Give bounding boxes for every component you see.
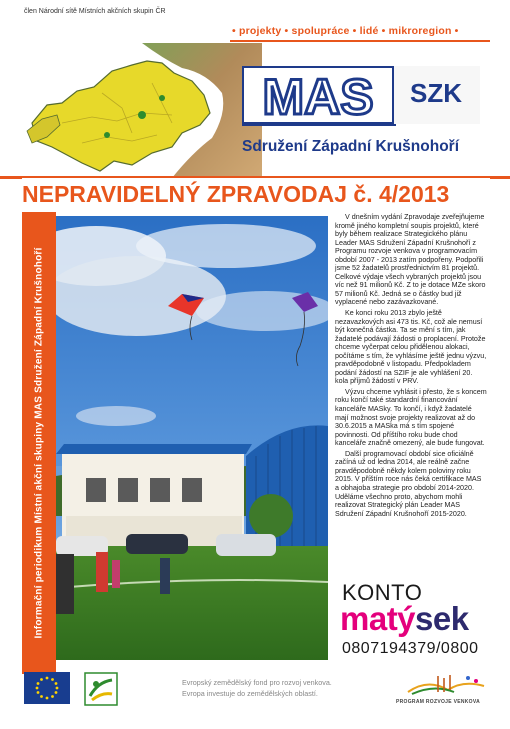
region-map <box>22 43 262 178</box>
editorial-article <box>335 213 487 518</box>
logo-szk-text: SZK <box>410 78 462 108</box>
newsletter-title: NEPRAVIDELNÝ ZPRAVODAJ č. 4/2013 <box>22 178 490 210</box>
footer-europe-text: Evropa investuje do zemědělských oblastí. <box>182 689 318 698</box>
footer-fund-text: Evropský zemědělský fond pro rozvoj venkova. <box>182 678 332 687</box>
cover-photo-graphic <box>56 216 328 660</box>
region-map-graphic <box>22 43 262 178</box>
network-membership-text: člen Národní sítě Místních akčních skupin ČR <box>24 8 166 15</box>
article-paragraph: Ke konci roku 2013 zbylo ještě nezavazkových asi 473 tis. Kč, což ale nemusí být konečná částka. Ta se mění s tím, jak žadatelé podávají žádosti o proplacení. Protože chceme vyčerpat celou přidělenou alokaci, počítáme s tím, že vyhlásíme ještě jednu výzvu, pravděpodobně v listopadu. Předpokladem podání žádostí na SZIF je ale vyhlášení 20. kola příjmů žádostí v PRV. <box>335 309 487 386</box>
side-periodical-label: Informační periodikum Místní akční skupiny MAS Sdružení Západní Krušnohoří <box>33 247 45 639</box>
konto-brand <box>340 600 469 638</box>
prv-program-label: PROGRAM ROZVOJE VENKOVA <box>396 699 481 705</box>
konto-brand-part1: matý <box>340 600 416 637</box>
konto-account-number: 0807194379/0800 <box>342 640 479 657</box>
logo-mas-text: MAS <box>262 69 374 125</box>
mas-szk-logo <box>242 66 480 128</box>
article-paragraph: Další programovací období sice oficiálně začíná už od ledna 2014, ale reálně začne pravděpodobně někdy kolem poloviny roku 2015. V příštím roce nás čeká certifikace MAS a obhajoba strategie pro období 2014-2020. Uděláme všechno proto, abychom mohli realizovat Strategický plán Leader MAS Sdružení Západní Krušnohoří 2015-2020. <box>335 449 482 518</box>
eu-flag-icon <box>24 672 70 704</box>
konto-label: KONTO <box>342 580 423 605</box>
prv-logo-icon <box>398 672 488 696</box>
leader-emblem-icon <box>84 672 118 706</box>
article-paragraph: Výzvu chceme vyhlásit i přesto, že s koncem roku končí také standardní financování kanceláře MASky. To končí, i když žadatelé mají možnost svoje projekty realizovat až do 30.6.2015 a MASka má s tím spojené povinnosti. Od příštího roku bude chod kanceláře značně omezený, ale bude fungovat. <box>335 387 487 448</box>
leader-logo-icon <box>84 672 118 706</box>
prv-wheat-icon <box>398 672 488 696</box>
eu-stars-icon <box>24 672 70 704</box>
tagline-rule <box>230 40 490 42</box>
article-paragraph: V dnešním vydání Zpravodaje zveřejňujeme kromě jiného kompletní soupis projektů, které byly během realizace Strategického plánu Leader MAS Sdružení Západní Krušnohoří z Programu rozvoje venkova v programovacím období 2007 - 2013 zatím podpořeny. Podpořili jsme 52 žadatelů prostřednictvím 81 projektů. Celkové výdaje všech vybraných projektů jsou víc než 91 milionů Kč. Z to je dotace MZe skoro 57 milionů Kč. Jedná se o částky bud již vyplacené nebo zazávazkované. <box>335 213 486 307</box>
cover-photo <box>56 216 328 660</box>
konto-brand-part2: sek <box>415 600 469 637</box>
tagline: • projekty • spolupráce • lidé • mikroregion • <box>232 25 459 37</box>
organization-name: Sdružení Západní Krušnohoří <box>242 138 460 155</box>
mas-logo-graphic <box>242 66 480 128</box>
